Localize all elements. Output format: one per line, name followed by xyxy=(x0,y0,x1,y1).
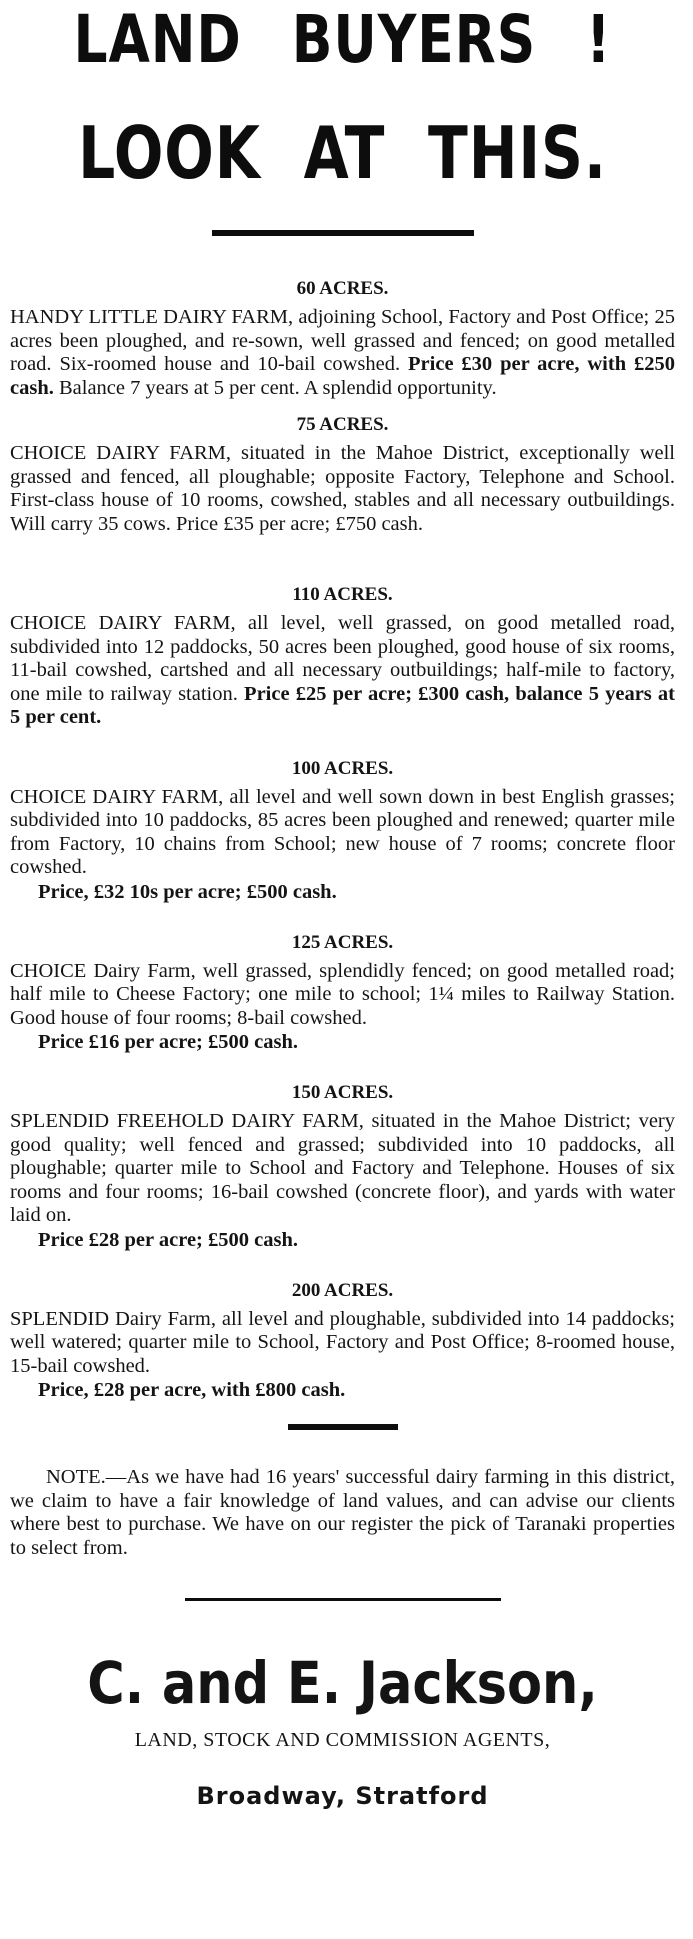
listing-acres-heading: 200 ACRES. xyxy=(291,1279,394,1301)
listing-body: CHOICE DAIRY FARM, situated in the Mahoe District, exceptionally well grassed and fenced, all ploughable; opposite Factory, Telephone and School. First-class house of 10 rooms, cowshed, stables and all necessary outbuildings. Will carry 35 cows. Price £35 per acre; £750 cash. xyxy=(10,442,675,535)
listing-price: Price £25 per acre; £300 cash, balance 5 years at 5 per cent. xyxy=(10,682,676,728)
headline-look-at-this: LOOK AT THIS. xyxy=(78,111,607,195)
firm-address: Broadway, Stratford xyxy=(196,1782,489,1810)
listing-price: Price £28 per acre; £500 cash. xyxy=(38,1228,298,1251)
listing-200-acres xyxy=(10,1278,675,1403)
firm-name: C. and E. Jackson, xyxy=(87,1649,598,1717)
listing-body: CHOICE Dairy Farm, well grassed, splendidly fenced; on good metalled road; half mile to Cheese Factory; one mile to school; 1¼ miles to Railway Station. Good house of four rooms; 8-bail cowshed. xyxy=(10,959,675,1029)
listing-body: CHOICE DAIRY FARM, all level, well grassed, on good metalled road, subdivided into 12 paddocks, 50 acres been ploughed, good house of six rooms, 11-bail cowshed, cartshed and all necessary outbuildings; half-mile to factory, one mile to railway station. xyxy=(10,612,675,705)
firm-role: LAND, STOCK AND COMMISSION AGENTS, xyxy=(134,1729,551,1751)
listing-acres-heading: 125 ACRES. xyxy=(291,931,394,953)
listing-price: Price, £32 10s per acre; £500 cash. xyxy=(38,880,337,903)
listing-acres-heading: 75 ACRES. xyxy=(296,414,389,435)
listing-tail: Balance 7 years at 5 per cent. A splendid opportunity. xyxy=(58,376,497,399)
note-paragraph: NOTE.—As we have had 16 years' successful dairy farming in this district, we claim to have a fair knowledge of land values, and can advise our clients where best to purchase. We have on our register the pick of Taranaki properties to select from. xyxy=(10,1466,675,1559)
listing-110-acres xyxy=(10,582,675,730)
listing-body: HANDY LITTLE DAIRY FARM, adjoining School, Factory and Post Office; 25 acres been ploughed, and re-sown, well grassed and fenced; on good metalled road. Six-roomed house and 10-bail cowshed. xyxy=(10,306,675,375)
listing-125-acres xyxy=(10,930,675,1055)
headline-land-buyers: LAND BUYERS ! xyxy=(73,1,612,78)
listing-acres-heading: 60 ACRES. xyxy=(296,278,389,299)
divider-rule-bottom xyxy=(185,1598,501,1601)
listing-acres-heading: 150 ACRES. xyxy=(291,1082,394,1103)
listing-100-acres xyxy=(10,756,675,904)
listing-acres-heading: 100 ACRES. xyxy=(291,757,394,779)
listing-body: SPLENDID Dairy Farm, all level and ploughable, subdivided into 14 paddocks; well watered; quarter mile to School, Factory and Post Office; 8-roomed house, 15-bail cowshed. xyxy=(10,1307,675,1377)
listing-description xyxy=(10,306,675,400)
listing-price: Price £30 per acre, with £250 cash. xyxy=(10,353,675,399)
listing-150-acres xyxy=(10,1080,675,1252)
listing-body: CHOICE DAIRY FARM, all level and well sown down in best English grasses; subdivided into 10 paddocks, 85 acres been ploughed and renewed; quarter mile from Factory, 10 chains from School; new house of 7 rooms; concrete floor cowshed. xyxy=(10,785,675,878)
listing-price: Price, £28 per acre, with £800 cash. xyxy=(38,1379,346,1401)
listing-acres-heading: 110 ACRES. xyxy=(292,584,393,605)
listing-description xyxy=(10,612,675,730)
listing-60-acres xyxy=(10,276,675,400)
listing-price: Price £16 per acre; £500 cash. xyxy=(38,1031,298,1053)
divider-rule-top xyxy=(212,230,474,236)
listing-75-acres xyxy=(10,412,675,536)
listing-body: SPLENDID FREEHOLD DAIRY FARM, situated in the Mahoe District; very good quality; well fenced and grassed; subdivided into 10 paddocks, all ploughable; quarter mile to School and Factory and Telephone. Houses of six rooms and four rooms; 16-bail cowshed (concrete floor), and yards with water laid on. xyxy=(10,1110,675,1226)
divider-rule-middle xyxy=(288,1424,398,1430)
